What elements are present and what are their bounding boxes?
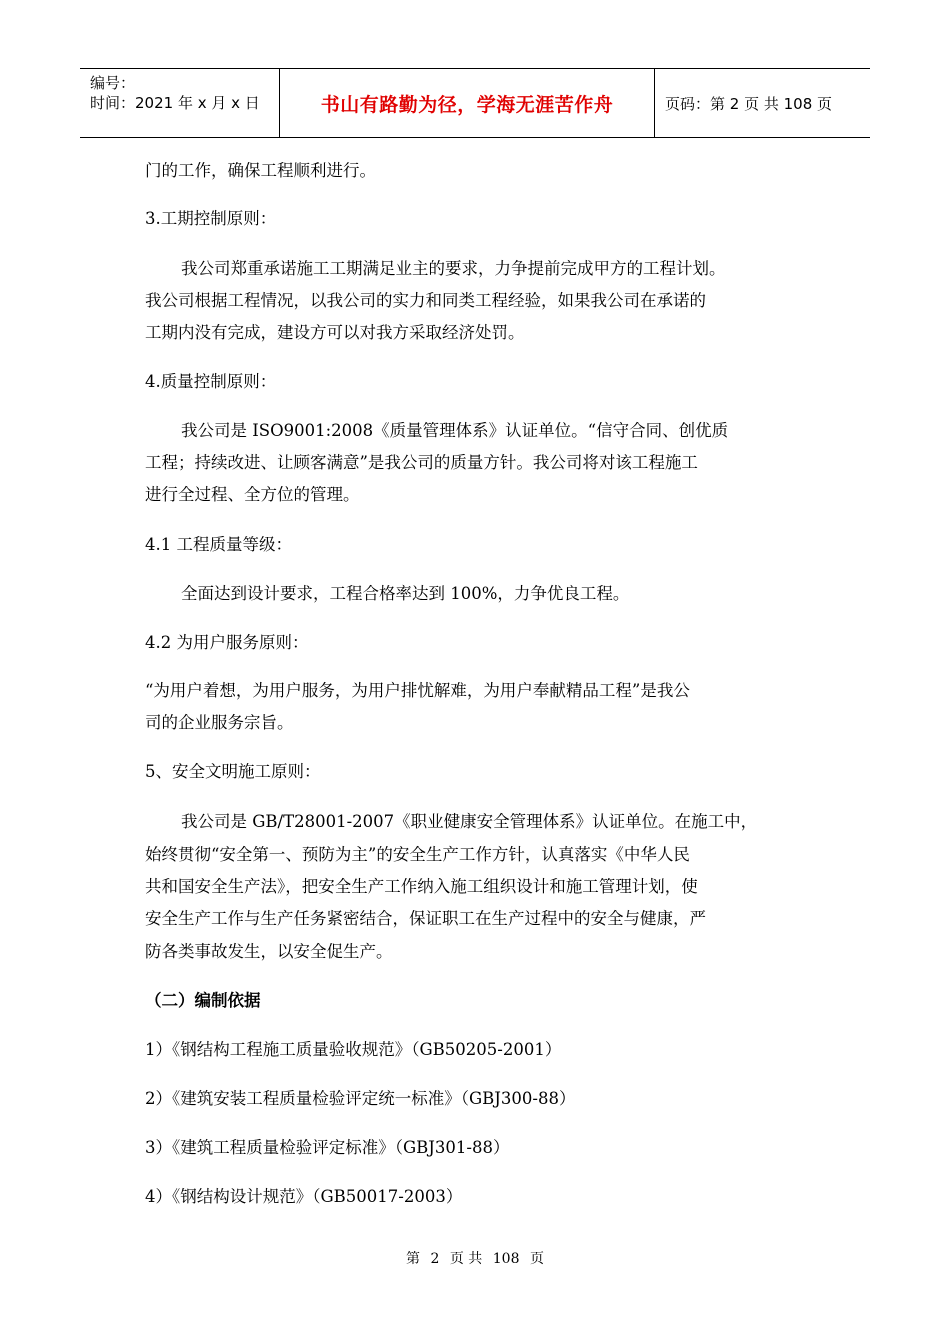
- paragraph-line: 共和国安全生产法》，把安全生产工作纳入施工组织设计和施工管理计划，使: [145, 877, 698, 896]
- footer-suffix: 页: [529, 1251, 544, 1267]
- section-heading: 5、安全文明施工原则：: [145, 762, 321, 781]
- footer-prefix: 第: [406, 1251, 421, 1267]
- reference-item: 2）《建筑安装工程质量检验评定统一标准》（GBJ300-88）: [145, 1089, 576, 1108]
- paragraph-line: 安全生产工作与生产任务紧密结合，保证职工在生产过程中的安全与健康，严: [145, 909, 706, 928]
- section-heading: 3.工期控制原则：: [145, 209, 277, 228]
- header-meta: [80, 69, 280, 137]
- paragraph-line: 我公司是 ISO9001:2008《质量管理体系》认证单位。“信守合同、创优质: [181, 421, 729, 440]
- paragraph-line: 我公司郑重承诺施工工期满足业主的要求，力争提前完成甲方的工程计划。: [181, 259, 726, 278]
- document-number: 编号：: [90, 74, 136, 92]
- paragraph-line: 工期内没有完成，建设方可以对我方采取经济处罚。: [145, 323, 525, 342]
- paragraph-line: 我公司根据工程情况，以我公司的实力和同类工程经验，如果我公司在承诺的: [145, 291, 706, 310]
- page-header: [80, 68, 870, 138]
- subsection-heading: （二）编制依据: [145, 991, 261, 1010]
- paragraph-line: 我公司是 GB/T28001-2007《职业健康安全管理体系》认证单位。在施工中，: [181, 812, 758, 831]
- paragraph-line: 进行全过程、全方位的管理。: [145, 485, 360, 504]
- paragraph-line: “为用户着想，为用户服务，为用户排忧解难，为用户奉献精品工程”是我公: [145, 681, 690, 700]
- header-page-info: 页码：第 2 页 共 108 页: [665, 94, 833, 113]
- page-footer: [0, 1248, 950, 1268]
- section-heading: 4.1 工程质量等级：: [145, 535, 292, 554]
- paragraph-line: 司的企业服务宗旨。: [145, 713, 294, 732]
- paragraph-line: 工程；持续改进、让顾客满意”是我公司的质量方针。我公司将对该工程施工: [145, 453, 698, 472]
- reference-item: 4）《钢结构设计规范》（GB50017-2003）: [145, 1187, 463, 1206]
- footer-total-pages: 108: [492, 1251, 520, 1267]
- reference-item: 1）《钢结构工程施工质量验收规范》（GB50205-2001）: [145, 1040, 562, 1059]
- section-heading: 4.质量控制原则：: [145, 372, 277, 391]
- paragraph-line: 全面达到设计要求，工程合格率达到 100%，力争优良工程。: [181, 584, 630, 603]
- section-heading: 4.2 为用户服务原则：: [145, 633, 309, 652]
- reference-item: 3）《建筑工程质量检验评定标准》（GBJ301-88）: [145, 1138, 510, 1157]
- paragraph-line: 门的工作，确保工程顺利进行。: [145, 161, 376, 180]
- paragraph-line: 防各类事故发生，以安全促生产。: [145, 942, 393, 961]
- paragraph-line: 始终贯彻“安全第一、预防为主”的安全生产工作方针，认真落实《中华人民: [145, 845, 690, 864]
- footer-page-number: 2: [430, 1251, 440, 1267]
- footer-mid: 页 共: [449, 1251, 483, 1267]
- header-motto: 书山有路勤为径，学海无涯苦作舟: [280, 69, 655, 137]
- document-date: 时间：2021 年 x 月 x 日: [90, 94, 260, 112]
